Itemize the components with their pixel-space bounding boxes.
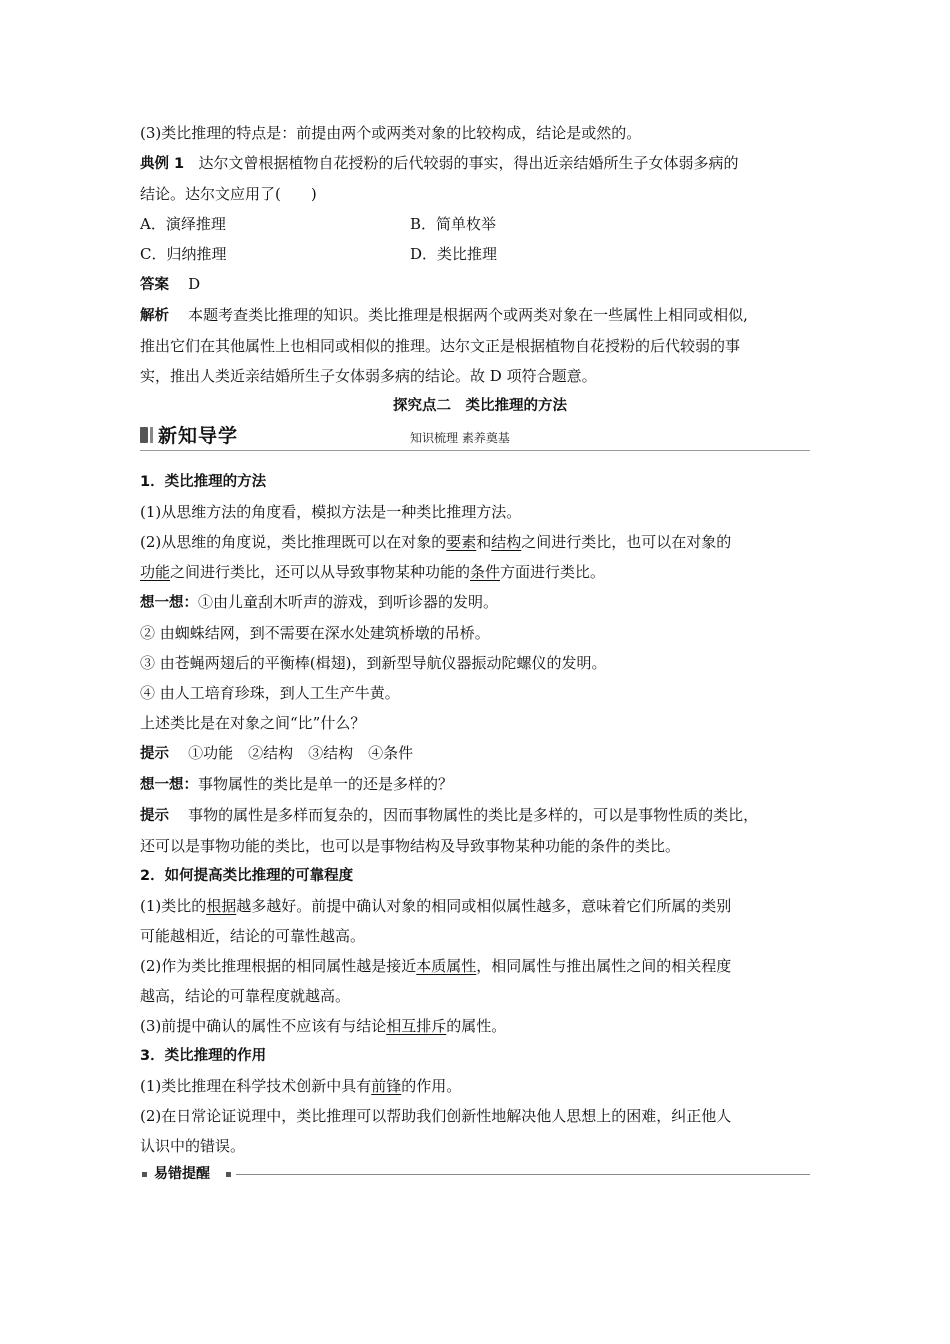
section-2-p2 — [140, 951, 820, 981]
section-1-p2 — [140, 527, 820, 557]
hint-text-2b: 还可以是事物功能的类比，也可以是事物结构及导致事物某种功能的条件的类比。 — [140, 837, 681, 855]
text-span: 之间进行类比，也可以在对象的 — [521, 533, 732, 551]
option-c: C．归纳推理 — [140, 245, 227, 263]
text-span: 的作用。 — [401, 1077, 462, 1095]
think-question-2: 事物属性的类比是单一的还是多样的？ — [198, 775, 454, 793]
section-1-heading: 1．类比推理的方法 — [140, 474, 267, 490]
example-text-1: 达尔文曾根据植物自花授粉的后代较弱的事实，得出近亲结婚所生子女体弱多病的 — [198, 154, 739, 172]
hint-text-2a: 事物的属性是多样而复杂的，因而事物属性的类比是多样的，可以是事物性质的类比， — [188, 806, 759, 824]
underlined-term-structure: 结构 — [491, 533, 522, 551]
text-span: 越多越好。前提中确认对象的相同或相似属性越多，意味着它们所属的类别 — [236, 897, 732, 915]
hint-label: 提示 — [140, 746, 169, 762]
think-item-4: ④ 由人工培育珍珠，到人工生产牛黄。 — [140, 684, 400, 702]
banner-bar-icon — [140, 427, 148, 443]
new-knowledge-banner — [140, 423, 820, 453]
banner-bar-accent — [150, 427, 153, 443]
think-label: 想一想： — [140, 595, 198, 611]
think-item-2: ② 由蜘蛛结网，到不需要在深水处建筑桥墩的吊桥。 — [140, 624, 490, 642]
section-1-p1: (1)从思维方法的角度看，模拟方法是一种类比推理方法。 — [140, 503, 522, 521]
section-2-p1-cont: 可能越相近，结论的可靠性越高。 — [140, 927, 366, 945]
answer-value: D — [188, 275, 201, 293]
error-reminder-title: 易错提醒 — [154, 1166, 210, 1182]
underlined-term-essential: 本质属性 — [416, 957, 477, 975]
banner-title: 新知导学 — [158, 425, 239, 447]
underlined-term-basis: 根据 — [206, 897, 237, 915]
section-2-heading: 2．如何提高类比推理的可靠程度 — [140, 868, 354, 884]
analysis-text-2: 推出它们在其他属性上也相同或相似的推理。达尔文正是根据植物自花授粉的后代较弱的事 — [140, 337, 741, 355]
error-reminder-rule — [236, 1174, 810, 1175]
square-bullet-icon — [142, 1172, 147, 1177]
section-2-p1 — [140, 891, 820, 921]
underlined-term-condition: 条件 — [470, 563, 501, 581]
text-span: ，相同属性与推出属性之间的相关程度 — [476, 957, 732, 975]
section-3-p2: (2)在日常论证说理中，类比推理可以帮助我们创新性地解决他人思想上的困难，纠正他人 — [140, 1107, 732, 1125]
hint-label: 提示 — [140, 808, 169, 824]
text-span: 之间进行类比，还可以从导致事物某种功能的 — [170, 563, 471, 581]
section-3-p1 — [140, 1071, 820, 1101]
answer-label: 答案 — [140, 277, 169, 293]
underlined-term-vanguard: 前锋 — [371, 1077, 402, 1095]
hint-line-2 — [140, 800, 820, 831]
text-span: (1)类比的 — [140, 897, 207, 915]
text-span: (2)从思维的角度说，类比推理既可以在对象的 — [140, 533, 447, 551]
section-2-p3 — [140, 1011, 820, 1041]
section-3-p2-cont: 认识中的错误。 — [140, 1137, 246, 1155]
think-line-1 — [140, 587, 820, 618]
document-page — [140, 118, 820, 1191]
square-bullet-icon — [226, 1172, 231, 1177]
underlined-term-exclusive: 相互排斥 — [386, 1017, 447, 1035]
text-span: 的属性。 — [446, 1017, 507, 1035]
analysis-label: 解析 — [140, 308, 169, 324]
answer-line — [140, 269, 820, 300]
hint-text: ①功能 ②结构 ③结构 ④条件 — [188, 744, 414, 762]
section-1-p3 — [140, 557, 820, 587]
option-b: B．简单枚举 — [410, 215, 497, 233]
text-span: 方面进行类比。 — [500, 563, 606, 581]
think-question: 上述类比是在对象之间“比”什么？ — [140, 714, 366, 732]
banner-subtitle: 知识梳理 素养奠基 — [410, 431, 510, 445]
text-span: (2)作为类比推理根据的相同属性越是接近 — [140, 957, 417, 975]
section-2-p2-cont: 越高，结论的可靠程度就越高。 — [140, 987, 351, 1005]
error-reminder-banner — [140, 1161, 820, 1191]
text-span: 和 — [476, 533, 492, 551]
banner-rule — [140, 450, 810, 451]
text-span: (3)前提中确认的属性不应该有与结论 — [140, 1017, 387, 1035]
option-d: D．类比推理 — [410, 245, 498, 263]
option-a: A．演绎推理 — [140, 215, 226, 233]
think-item-1: ①由儿童刮木听声的游戏，到听诊器的发明。 — [198, 593, 499, 611]
section-3-heading: 3．类比推理的作用 — [140, 1048, 267, 1064]
example-label: 典例 1 — [140, 156, 185, 172]
think-label: 想一想： — [140, 777, 198, 793]
example-line-1 — [140, 148, 820, 179]
analysis-text-3: 实，推出人类近亲结婚所生子女体弱多病的结论。故 D 项符合题意。 — [140, 367, 597, 385]
think-item-3: ③ 由苍蝇两翅后的平衡棒(楫翅)，到新型导航仪器振动陀螺仪的发明。 — [140, 654, 607, 672]
options-row-1 — [140, 209, 820, 239]
analysis-line-1 — [140, 300, 820, 331]
analysis-text-1: 本题考查类比推理的知识。类比推理是根据两个或两类对象在一些属性上相同或相似, — [188, 306, 748, 324]
hint-line-1 — [140, 738, 820, 769]
text-span: (1)类比推理在科学技术创新中具有 — [140, 1077, 372, 1095]
options-row-2 — [140, 239, 820, 269]
features-paragraph: (3)类比推理的特点是：前提由两个或两类对象的比较构成，结论是或然的。 — [140, 124, 642, 142]
underlined-term-elements: 要素 — [446, 533, 477, 551]
example-text-2: 结论。达尔文应用了( ) — [140, 185, 317, 203]
underlined-term-function: 功能 — [140, 563, 171, 581]
section-title: 探究点二 类比推理的方法 — [393, 398, 567, 414]
think-line-2 — [140, 769, 820, 800]
